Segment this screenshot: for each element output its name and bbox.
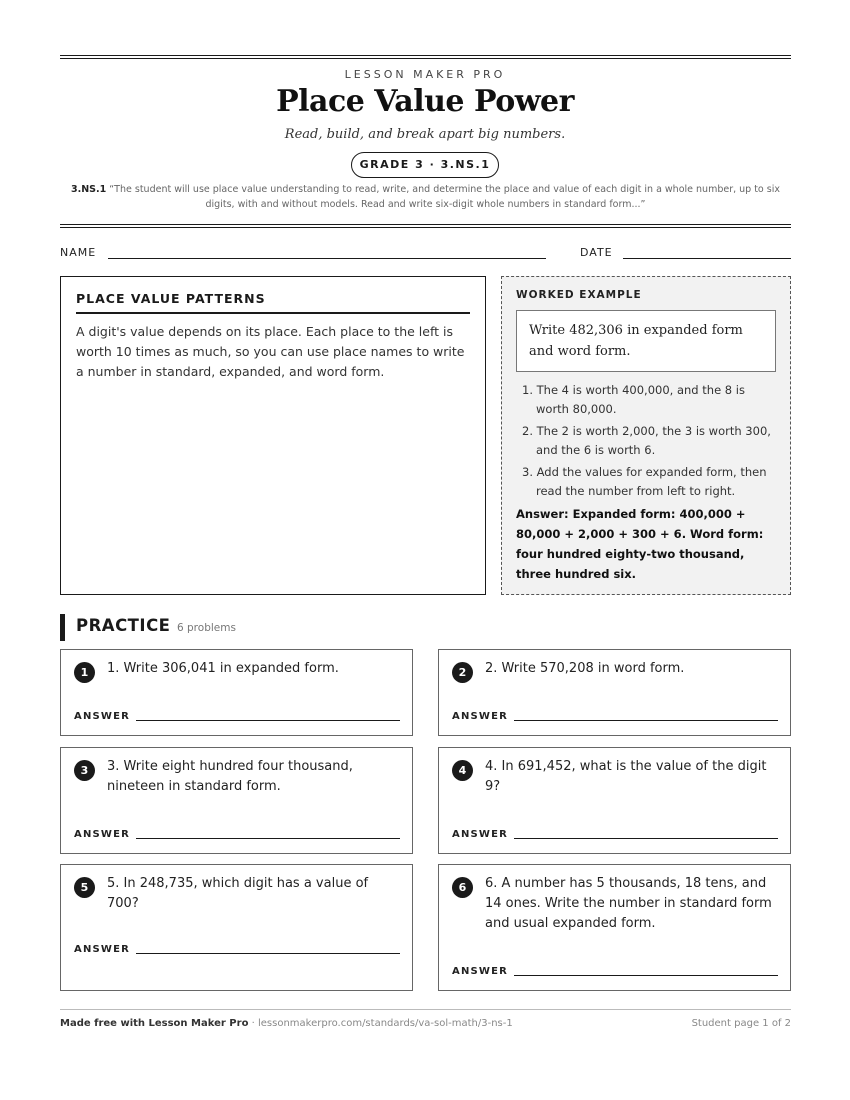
footer-credit: [60, 1018, 513, 1029]
practice-accent-bar: [60, 614, 65, 641]
answer-label: ANSWER: [74, 711, 131, 722]
standard-code: 3.NS.1: [71, 184, 107, 195]
practice-count: 6 problems: [177, 622, 236, 634]
patterns-body: A digit's value depends on its place. Each place to the left is worth 10 times as much, so you can use place names to write a number in standard, expanded, and word form.: [76, 324, 465, 379]
problem-card-4: [438, 747, 791, 854]
footer-page-number: Student page 1 of 2: [691, 1018, 791, 1029]
answer-line[interactable]: [136, 838, 400, 839]
footer-url[interactable]: · lessonmakerpro.com/standards/va-sol-math/3-ns-1: [248, 1018, 513, 1029]
name-field-line[interactable]: [108, 258, 546, 259]
answer-line[interactable]: [136, 720, 400, 721]
grade-badge: GRADE 3 · 3.NS.1: [351, 152, 499, 178]
date-label: DATE: [580, 246, 613, 259]
answer-label: ANSWER: [452, 711, 509, 722]
name-label: NAME: [60, 246, 97, 259]
answer-label: ANSWER: [74, 829, 131, 840]
problem-number-badge: 6: [452, 877, 473, 898]
answer-line[interactable]: [136, 953, 400, 954]
practice-title: PRACTICE: [76, 616, 171, 635]
worked-example-step: 3. Add the values for expanded form, then read the number from left to right.: [522, 465, 767, 498]
worked-example-step: 1. The 4 is worth 400,000, and the 8 is worth 80,000.: [522, 383, 745, 416]
worked-example-title: WORKED EXAMPLE: [516, 289, 642, 301]
worked-example-step: 2. The 2 is worth 2,000, the 3 is worth 300, and the 6 is worth 6.: [522, 424, 771, 457]
answer-label: ANSWER: [74, 944, 131, 955]
problem-card-5: [60, 864, 413, 991]
problem-number-badge: 3: [74, 760, 95, 781]
problem-text: 6. A number has 5 thousands, 18 tens, and 14 ones. Write the number in standard form and usual expanded form.: [485, 876, 772, 931]
worked-example-box: [501, 276, 791, 595]
problem-card-3: [60, 747, 413, 854]
problem-text: 5. In 248,735, which digit has a value of 700?: [107, 876, 369, 911]
page-subtitle: Read, build, and break apart big numbers.: [284, 127, 566, 142]
date-field-line[interactable]: [623, 258, 791, 259]
brand-name: LESSON MAKER PRO: [344, 68, 506, 81]
problem-text: 1. Write 306,041 in expanded form.: [107, 661, 339, 676]
problem-text: 3. Write eight hundred four thousand, nineteen in standard form.: [107, 759, 353, 794]
worked-example-problem: Write 482,306 in expanded form and word form.: [516, 310, 776, 372]
answer-line[interactable]: [514, 838, 778, 839]
answer-line[interactable]: [514, 720, 778, 721]
page-title: Place Value Power: [276, 84, 574, 119]
standard-description: [60, 182, 791, 212]
footer-made-with: Made free with Lesson Maker Pro: [60, 1018, 249, 1029]
place-value-patterns-box: [60, 276, 486, 595]
header-bottom-rule: [60, 224, 791, 225]
answer-label: ANSWER: [452, 829, 509, 840]
answer-line[interactable]: [514, 975, 778, 976]
problem-text: 2. Write 570,208 in word form.: [485, 661, 685, 676]
problem-number-badge: 5: [74, 877, 95, 898]
footer-rule: [60, 1009, 791, 1010]
top-double-rule: [60, 55, 791, 56]
worked-example-steps: [516, 381, 776, 501]
problem-text: 4. In 691,452, what is the value of the digit 9?: [485, 759, 767, 794]
answer-label: ANSWER: [452, 966, 509, 977]
problem-card-2: [438, 649, 791, 736]
problem-card-6: [438, 864, 791, 991]
worked-example-answer: Answer: Expanded form: 400,000 + 80,000 + 2,000 + 300 + 6. Word form: four hundred eighty-two thousand, three hundred six.: [516, 507, 764, 581]
problem-number-badge: 1: [74, 662, 95, 683]
problem-number-badge: 2: [452, 662, 473, 683]
patterns-title: PLACE VALUE PATTERNS: [76, 291, 470, 314]
standard-text: “The student will use place value understanding to read, write, and determine the place and value of each digit in a whole number, up to six digits, with and without models. Read and write six-digit whole numbers in standard form...”: [109, 184, 780, 210]
problem-number-badge: 4: [452, 760, 473, 781]
problem-card-1: [60, 649, 413, 736]
